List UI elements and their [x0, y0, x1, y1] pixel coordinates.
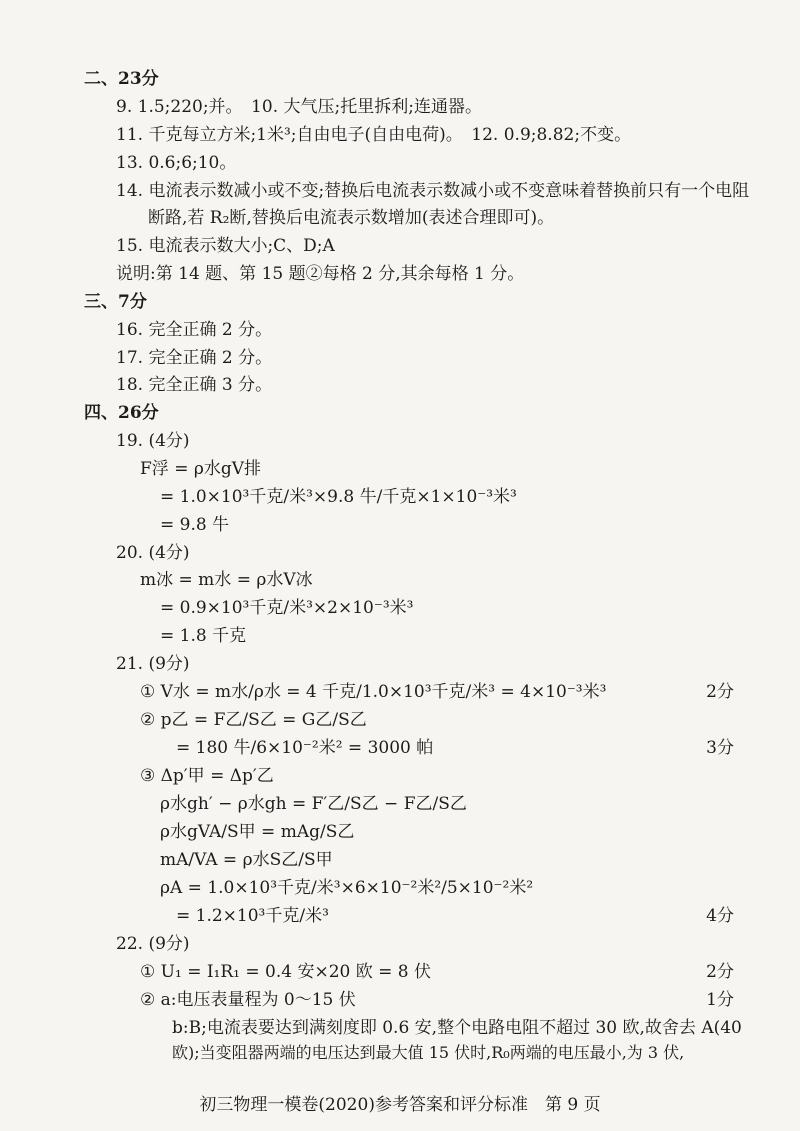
q20-result: = 1.8 千克	[160, 626, 247, 646]
q22-part-1-score: 2分	[706, 962, 734, 982]
q21-part-2: ② p乙 = F乙/S乙 = G乙/S乙	[140, 710, 367, 730]
q19-formula: F浮 = ρ水gV排	[140, 459, 262, 479]
question-22-header: 22. (9分)	[116, 934, 190, 954]
q20-formula: m冰 = m水 = ρ水V冰	[140, 570, 313, 590]
answer-14-line-2: 断路,若 R₂断,替换后电流表示数增加(表述合理即可)。	[148, 208, 555, 228]
answer-11-12: 11. 千克每立方米;1米³;自由电子(自由电荷)。 12. 0.9;8.82;不变。	[116, 125, 632, 145]
q21-part-3-step-1: ρ水gh′ − ρ水gh = F′乙/S乙 − F乙/S乙	[160, 794, 467, 814]
q22-part-2a-score: 1分	[706, 990, 734, 1010]
question-21-header: 21. (9分)	[116, 654, 190, 674]
answer-13: 13. 0.6;6;10。	[116, 153, 237, 173]
q21-part-1-score: 2分	[706, 682, 734, 702]
bleed-through-text	[560, 438, 574, 458]
scoring-note: 说明:第 14 题、第 15 题②每格 2 分,其余每格 1 分。	[116, 264, 525, 284]
q22-part-2b-line-2: 欧);当变阻器两端的电压达到最大值 15 伏时,R₀两端的电压最小,为 3 伏,	[172, 1043, 685, 1062]
question-20-header: 20. (4分)	[116, 543, 190, 563]
q21-part-3-result: = 1.2×10³千克/米³	[176, 906, 329, 926]
answer-16: 16. 完全正确 2 分。	[116, 320, 273, 340]
q20-substitution: = 0.9×10³千克/米³×2×10⁻³米³	[160, 598, 414, 618]
section-2-heading: 二、23分	[84, 69, 159, 89]
q19-substitution: = 1.0×10³千克/米³×9.8 牛/千克×1×10⁻³米³	[160, 487, 517, 507]
question-19-header: 19. (4分)	[116, 431, 190, 451]
q21-part-2-score: 3分	[706, 738, 734, 758]
page-footer: 初三物理一模卷(2020)参考答案和评分标准 第 9 页	[199, 1095, 601, 1115]
answer-15: 15. 电流表示数大小;C、D;A	[116, 236, 335, 256]
answer-9-10: 9. 1.5;220;并。 10. 大气压;托里拆利;连通器。	[116, 97, 482, 117]
q21-part-3-step-3: mA/VA = ρ水S乙/S甲	[160, 850, 333, 870]
q21-part-1: ① V水 = m水/ρ水 = 4 千克/1.0×10³千克/米³ = 4×10⁻³米³	[140, 682, 607, 702]
q22-part-2a: ② a:电压表量程为 0～15 伏	[140, 990, 356, 1010]
q19-result: = 9.8 牛	[160, 515, 230, 535]
section-3-heading: 三、7分	[84, 292, 147, 312]
answer-17: 17. 完全正确 2 分。	[116, 348, 273, 368]
q21-part-3-step-4: ρA = 1.0×10³千克/米³×6×10⁻²米²/5×10⁻²米²	[160, 878, 534, 898]
q21-part-3: ③ Δp′甲 = Δp′乙	[140, 766, 274, 786]
q21-part-3-step-2: ρ水gVA/S甲 = mAg/S乙	[160, 822, 355, 842]
section-4-heading: 四、26分	[84, 403, 159, 423]
q22-part-2b-line-1: b:B;电流表要达到满刻度即 0.6 安,整个电路电阻不超过 30 欧,故舍去 A(40	[172, 1018, 742, 1038]
q21-part-3-score: 4分	[706, 906, 734, 926]
answer-14-line-1: 14. 电流表示数减小或不变;替换后电流表示数减小或不变意味着替换前只有一个电阻	[116, 181, 750, 201]
answer-18: 18. 完全正确 3 分。	[116, 375, 273, 395]
q21-part-2-result: = 180 牛/6×10⁻²米² = 3000 帕	[176, 738, 434, 758]
q22-part-1: ① U₁ = I₁R₁ = 0.4 安×20 欧 = 8 伏	[140, 962, 432, 982]
